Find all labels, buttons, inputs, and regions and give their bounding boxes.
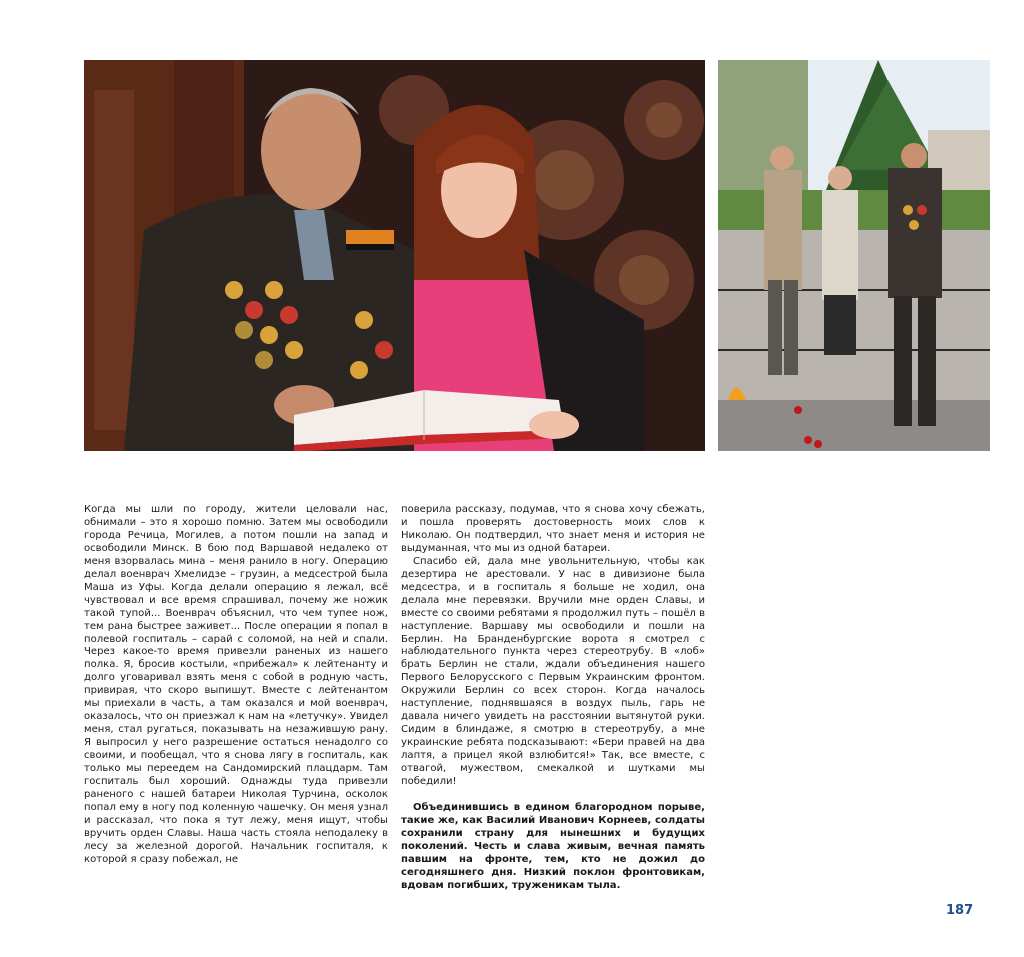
page-number: 187 [946, 903, 974, 918]
paragraph: Когда мы шли по городу, жители целовали нас, обнимали – это я хорошо помню. Затем мы освободили города Речица, Могилев, а потом пошли на запад и освободили Минск. В бою под Варшавой недалеко от меня взорвалась мина – меня ранило в ногу. Операцию делал военврач Хмелидзе – грузин, а медсестрой была Маша из Уфы. Когда делали операцию я лежал, всё чувствовал и все время спрашивал, почему же ножик такой тупой... Военврач объяснил, что чем тупее нож, тем рана быстрее заживет... После операции я попал в полевой госпиталь – сарай с соломой, на ней и спали. Через какое-то время привезли раненых из нашего полка. Я, бросив костыли, «прибежал» к лейтенанту и долго уговаривал взять меня с собой в родную часть, привирая, что скоро выпишут. Вместе с лейтенантом мы приехали в часть, а там оказался и мой военврач, оказалось, что он приезжал к нам на «летучку». Увидел меня, стал ругаться, показывать на незажившую рану. Я выпросил у него разрешение остаться ненадолго со своими, и пообещал, что я снова лягу в госпиталь, как только мы переедем на Сандомирский плацдарм. Там госпиталь был хороший. Однажды туда привезли раненого с нашей батареи Николая Турчина, осколок попал ему в ногу под коленную чашечку. Он меня узнал и рассказал, что пока я тут лежу, меня ищут, чтобы вручить орден Славы. Наша часть стояла неподалеку в лесу за железной дорогой. Начальник госпиталя, к которой я сразу побежал, не [84, 504, 388, 865]
text-column-right [401, 504, 705, 893]
paragraph: поверила рассказу, подумав, что я снова хочу сбежать, и пошла проверять достоверность моих слов к Николаю. Он подтвердил, что знает меня и история не выдуманная, что мы из одной батареи. [401, 504, 705, 554]
photo-veteran-with-girl-image [84, 60, 705, 451]
closing-paragraph: Объединившись в едином благородном порыве, такие же, как Василий Иванович Корнеев, солдаты сохранили страну для нынешних и будущих поколений. Честь и слава живым, вечная память павшим на фронте, тем, кто не дожил до сегодняшнего дня. Низкий поклон фронтовикам, вдовам погибших, труженикам тыла. [401, 801, 705, 891]
paragraph: Спасибо ей, дала мне увольнительную, чтобы как дезертира не арестовали. У нас в дивизионе была медсестра, и в госпиталь я больше не ходил, она делала мне перевязки. Вручили мне орден Славы, и вместе со своими ребятами я продолжил путь – пошёл в наступление. Варшаву мы освободили и пошли на Берлин. На Бранденбургские ворота я смотрел с наблюдательного пункта через стереотрубу. В «лоб» брать Берлин не стали, ждали объединения нашего Первого Белорусского с Первым Украинским фронтом. Окружили Берлин со всех сторон. Когда началось наступление, поднявшаяся в воздух пыль, гарь не давала ничего увидеть на расстоянии вытянутой руки. Сидим в блиндаже, я смотрю в стереотрубу, а мне украинские ребята подсказывают: «Бери правей на два лаптя, а прицел якой взлюбится!» Так, все вместе, с отвагой, мужеством, смекалкой и шутками мы победили! [401, 555, 705, 788]
photo-veterans-at-memorial [718, 60, 990, 451]
text-column-left [84, 504, 388, 867]
photo-veterans-at-memorial-image [718, 60, 990, 451]
photo-veteran-with-girl [84, 60, 705, 451]
